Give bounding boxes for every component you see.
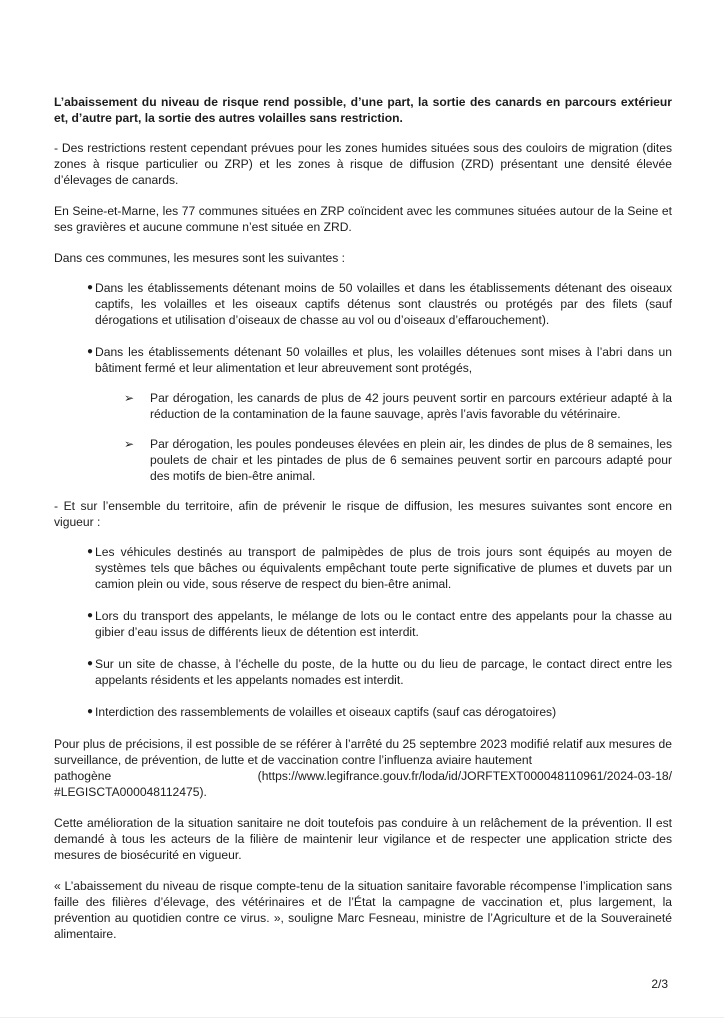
bullet-dot-icon: ● (87, 658, 94, 669)
sub-list-item (95, 436, 672, 484)
list-item-text: Les véhicules destinés au transport de palmipèdes de plus de trois jours sont équipés au moyen de systèmes tels que bâches ou équivalents empêchant toute perte significative de plumes et duvets par un camion plein ou vide, sous réserve de respect du bien-être animal. (95, 545, 672, 591)
document-body (54, 94, 672, 957)
page-number: 2/3 (651, 977, 668, 991)
paragraph-quote: « L’abaissement du niveau de risque compte-tenu de la situation sanitaire favorable récompense l’implication sans faille des filières d’élevage, des vétérinaires et de l’État la campagne de vaccination et, plus largement, la prévention au quotidien contre ce virus. », souligne Marc Fesneau, ministre de l’Agriculture et de la Souveraineté alimentaire. (54, 879, 672, 941)
bullet-dot-icon: ● (87, 282, 94, 293)
legifrance-link-anchor[interactable]: #LEGISCTA000048112475). (54, 785, 207, 799)
list-item (54, 656, 672, 688)
paragraph-measures-intro: Dans ces communes, les mesures sont les suivantes : (54, 251, 346, 265)
reference-word: pathogène (54, 769, 112, 783)
list-item (54, 544, 672, 592)
list-item (54, 344, 672, 484)
sub-list-item-text: Par dérogation, les poules pondeuses élevées en plein air, les dindes de plus de 8 semaines, les poulets de chair et les pintades de plus de 6 semaines peuvent sortir en parcours adapté pour des motifs de bien-être animal. (150, 437, 672, 483)
sub-list-item (95, 390, 672, 422)
paragraph-biosecurity: Cette amélioration de la situation sanitaire ne doit toutefois pas conduire à un relâchement de la prévention. Il est demandé à tous les acteurs de la filière de maintenir leur vigilance et de respecter une application stricte des mesures de biosécurité en vigueur. (54, 816, 672, 862)
list-item-text: Lors du transport des appelants, le mélange de lots ou le contact entre des appelants pour la chasse au gibier d’eau issus de différents lieux de détention est interdit. (95, 609, 672, 639)
paragraph-reference (54, 736, 672, 800)
list-item (54, 608, 672, 640)
paragraph-seine-et-marne: En Seine-et-Marne, les 77 communes situées en ZRP coïncident avec les communes situées autour de la Seine et ses gravières et aucune commune n’est située en ZRD. (54, 204, 672, 234)
measures-list (54, 280, 672, 484)
territory-measures-list (54, 544, 672, 720)
reference-url-line (54, 768, 672, 784)
derogations-list (95, 390, 672, 484)
reference-text: Pour plus de précisions, il est possible de se référer à l’arrêté du 25 septembre 2023 modifié relatif aux mesures de surveillance, de prévention, de lutte et de vaccination contre l’influenza aviaire hautement (54, 737, 672, 767)
arrowhead-icon: ➢ (124, 437, 135, 451)
paragraph-territory: - Et sur l’ensemble du territoire, afin de prévenir le risque de diffusion, les mesures suivantes sont encore en vigueur : (54, 499, 672, 529)
legifrance-link[interactable]: (https://www.legifrance.gouv.fr/loda/id/JORFTEXT000048110961/2024-03-18/ (257, 769, 672, 783)
bullet-dot-icon: ● (87, 706, 94, 717)
lead-paragraph: L’abaissement du niveau de risque rend possible, d’une part, la sortie des canards en parcours extérieur et, d’autre part, la sortie des autres volailles sans restriction. (54, 95, 672, 125)
list-item (54, 280, 672, 328)
bullet-dot-icon: ● (87, 546, 94, 557)
list-item-text: Dans les établissements détenant 50 volailles et plus, les volailles détenues sont mises à l’abri dans un bâtiment fermé et leur alimentation et leur abreuvement sont protégés, (95, 345, 672, 375)
page-bottom-edge (0, 1017, 724, 1018)
paragraph-restrictions: - Des restrictions restent cependant prévues pour les zones humides situées sous des couloirs de migration (dites zones à risque particulier ou ZRP) et les zones à risque de diffusion (ZRD) présentant une densité élevée d’élevages de canards. (54, 141, 672, 187)
list-item-text: Sur un site de chasse, à l’échelle du poste, de la hutte ou du lieu de parcage, le contact direct entre les appelants résidents et les appelants nomades est interdit. (95, 657, 672, 687)
list-item (54, 704, 672, 720)
arrowhead-icon: ➢ (124, 391, 135, 405)
list-item-text: Interdiction des rassemblements de volailles et oiseaux captifs (sauf cas dérogatoires) (95, 705, 557, 719)
sub-list-item-text: Par dérogation, les canards de plus de 42 jours peuvent sortir en parcours extérieur adapté à la réduction de la contamination de la faune sauvage, après l’avis favorable du vétérinaire. (150, 391, 672, 421)
list-item-text: Dans les établissements détenant moins de 50 volailles et dans les établissements détenant des oiseaux captifs, les volailles et les oiseaux captifs détenus sont claustrés ou protégés par des filets (sauf dérogations et utilisation d’oiseaux de chasse au vol ou d’oiseaux d’effarouchement). (95, 281, 672, 327)
bullet-dot-icon: ● (87, 610, 94, 621)
bullet-dot-icon: ● (87, 346, 94, 357)
